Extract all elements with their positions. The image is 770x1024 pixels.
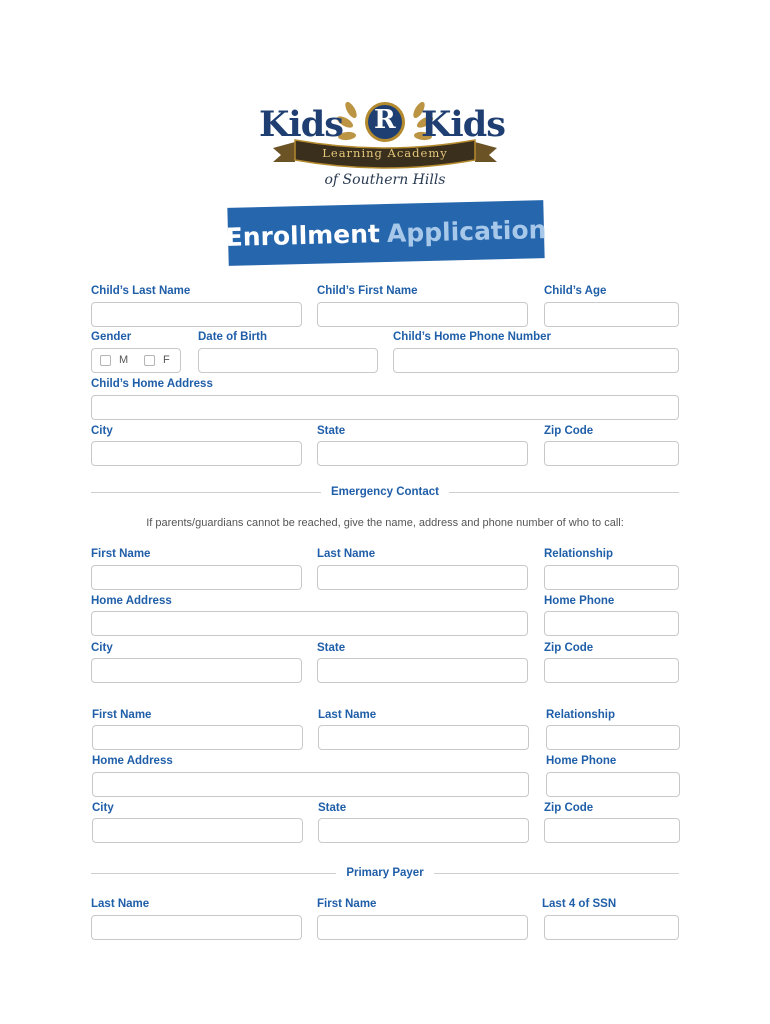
ec2-last-name-label: Last Name <box>318 709 377 721</box>
ec1-city-field[interactable] <box>91 658 302 683</box>
ec2-first-name-label: First Name <box>92 709 152 721</box>
ec1-zip-label: Zip Code <box>544 642 594 654</box>
gender-f-checkbox[interactable] <box>144 355 155 366</box>
gender-f-label: F <box>163 354 170 366</box>
dob-field[interactable] <box>198 348 378 373</box>
ec2-relationship-field[interactable] <box>546 725 680 750</box>
ec2-home-phone-label: Home Phone <box>546 755 617 767</box>
payer-divider-right <box>434 873 679 874</box>
ec1-first-name-label: First Name <box>91 548 151 560</box>
logo-word-center: R <box>374 105 396 135</box>
gender-field <box>91 348 181 373</box>
child-zip-label: Zip Code <box>544 425 594 437</box>
divider-left <box>91 492 321 493</box>
ec1-city-label: City <box>91 642 113 654</box>
title-banner <box>225 200 547 266</box>
ec2-home-address-label: Home Address <box>92 755 173 767</box>
ec2-relationship-label: Relationship <box>546 709 616 721</box>
gender-label: Gender <box>91 331 132 343</box>
payer-first-name-field[interactable] <box>317 915 528 940</box>
logo-ribbon-text: Learning Academy <box>322 146 448 160</box>
ec1-relationship-field[interactable] <box>544 565 679 590</box>
child-age-field[interactable] <box>544 302 679 327</box>
payer-divider-left <box>91 873 336 874</box>
child-zip-field[interactable] <box>544 441 679 466</box>
dob-label: Date of Birth <box>198 331 267 343</box>
divider-right <box>449 492 679 493</box>
ec2-state-label: State <box>318 802 347 814</box>
payer-ssn-label: Last 4 of SSN <box>542 898 617 910</box>
ec1-home-phone-label: Home Phone <box>544 595 615 607</box>
gender-m-label: M <box>119 354 129 366</box>
ec2-state-field[interactable] <box>318 818 529 843</box>
title-word-1: Enrollment <box>225 218 381 252</box>
ec1-home-phone-field[interactable] <box>544 611 679 636</box>
payer-title: Primary Payer <box>346 867 424 879</box>
child-age-label: Child’s Age <box>544 285 607 297</box>
gender-m-checkbox[interactable] <box>100 355 111 366</box>
payer-ssn-field[interactable] <box>544 915 679 940</box>
logo <box>255 90 515 195</box>
ec1-relationship-label: Relationship <box>544 548 614 560</box>
child-home-phone-field[interactable] <box>393 348 679 373</box>
ec1-home-address-label: Home Address <box>91 595 172 607</box>
payer-last-name-field[interactable] <box>91 915 302 940</box>
child-home-address-label: Child’s Home Address <box>91 378 213 390</box>
ec1-last-name-field[interactable] <box>317 565 528 590</box>
ec2-first-name-field[interactable] <box>92 725 303 750</box>
ec2-last-name-field[interactable] <box>318 725 529 750</box>
ec2-city-field[interactable] <box>92 818 303 843</box>
payer-last-name-label: Last Name <box>91 898 150 910</box>
payer-first-name-label: First Name <box>317 898 377 910</box>
child-first-name-field[interactable] <box>317 302 528 327</box>
ec2-home-phone-field[interactable] <box>546 772 680 797</box>
emergency-note: If parents/guardians cannot be reached, give the name, address and phone number of who to call: <box>146 517 624 529</box>
ec2-city-label: City <box>92 802 114 814</box>
logo-word-left: Kids <box>259 104 343 145</box>
child-home-phone-label: Child’s Home Phone Number <box>393 331 552 343</box>
child-city-label: City <box>91 425 113 437</box>
child-state-label: State <box>317 425 346 437</box>
ec1-zip-field[interactable] <box>544 658 679 683</box>
child-city-field[interactable] <box>91 441 302 466</box>
logo-word-right: Kids <box>421 104 505 145</box>
ec1-state-label: State <box>317 642 346 654</box>
child-last-name-label: Child’s Last Name <box>91 285 191 297</box>
logo-subtitle: of Southern Hills <box>324 172 446 188</box>
child-home-address-field[interactable] <box>91 395 679 420</box>
ec1-home-address-field[interactable] <box>91 611 528 636</box>
emergency-title: Emergency Contact <box>330 486 440 498</box>
ec1-state-field[interactable] <box>317 658 528 683</box>
ec1-first-name-field[interactable] <box>91 565 302 590</box>
ec1-last-name-label: Last Name <box>317 548 376 560</box>
child-state-field[interactable] <box>317 441 528 466</box>
ec2-zip-label: Zip Code <box>544 802 594 814</box>
child-last-name-field[interactable] <box>91 302 302 327</box>
ec2-zip-field[interactable] <box>544 818 680 843</box>
title-word-2: Application <box>386 214 547 248</box>
ec2-home-address-field[interactable] <box>92 772 529 797</box>
child-first-name-label: Child’s First Name <box>317 285 418 297</box>
